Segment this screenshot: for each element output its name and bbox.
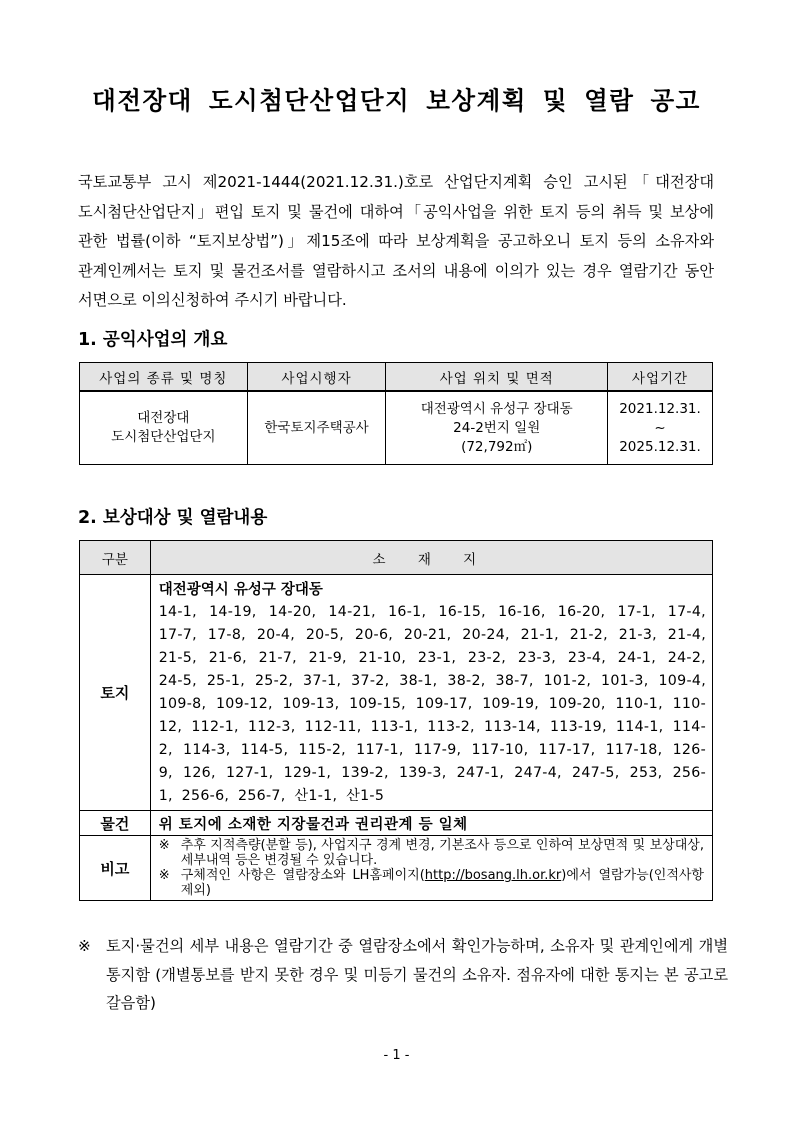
goods-row <box>80 811 713 836</box>
reference-mark-icon: ※ <box>78 937 91 955</box>
remark-text: 추후 지적측량(분할 등), 사업지구 경계 변경, 기본조사 등으로 인하여 보상면적 및 보상대상, 세부내역 등은 변경될 수 있습니다. <box>180 838 704 868</box>
remarks-label: 비고 <box>80 836 151 901</box>
header-category: 구분 <box>80 541 151 575</box>
goods-text: 위 토지에 소재한 지장물건과 권리관계 등 일체 <box>150 811 712 836</box>
footnote-text: 토지·물건의 세부 내용은 열람기간 중 열람장소에서 확인가능하며, 소유자 및 관계인에게 개별통지함 (개별통보를 받지 못한 경우 및 미등기 물건의 소유자. 점유자에 대한 통지는 본 공고로 갈음함) <box>106 937 728 1012</box>
table-header-row <box>80 541 713 575</box>
land-label: 토지 <box>80 575 151 811</box>
page-title: 대전장대 도시첨단산업단지 보상계획 및 열람 공고 <box>92 86 701 115</box>
area-value: (72,792㎡) <box>461 438 533 455</box>
project-name-line-2: 도시첨단산업단지 <box>111 429 216 445</box>
location-line-1: 대전광역시 유성구 장대동 <box>420 400 573 417</box>
period-cell <box>608 391 713 465</box>
reference-mark-icon: ※ <box>158 868 170 883</box>
remark-text-before: 구체적인 사항은 열람장소와 LH홈페이지( <box>180 868 425 883</box>
land-row <box>80 575 713 811</box>
period-start: 2021.12.31. <box>619 400 701 417</box>
lh-website-link[interactable]: http://bosang.lh.or.kr <box>424 868 562 883</box>
location-cell <box>386 391 608 465</box>
remarks-cell <box>150 836 712 901</box>
land-lot-list: 14-1, 14-19, 14-20, 14-21, 16-1, 16-15, 16-16, 16-20, 17-1, 17-4, 17-7, 17-8, 20-4, 20-5, 20-6, 20-21, 20-24, 21-1, 21-2, 21-3, 21-4, 21-5, 21-6, 21-7, 21-9, 21-10, 23-1, 23-2, 23-3, 23-4, 24-1, 24-2, 24-5, 25-1, 25-2, 37-1, 37-2, 38-1, 38-2, 38-7, 101-2, 101-3, 109-4, 109-8, 109-12, 109-13, 109-15, 109-17, 109-19, 109-20, 110-1, 110-12, 112-1, 112-3, 112-11, 113-1, 113-2, 113-14, 113-19, 114-1, 114-2, 114-3, 114-5, 115-2, 117-1, 117-9, 117-10, 117-17, 117-18, 126-9, 126, 127-1, 129-1, 139-2, 139-3, 247-1, 247-4, 247-5, 253, 256-1, 256-6, 256-7, 산1-1, 산1-5 <box>158 604 706 804</box>
section-2-heading: 2. 보상대상 및 열람내용 <box>78 508 268 528</box>
land-cell <box>150 575 712 811</box>
remark-text <box>181 868 704 898</box>
project-name-cell <box>80 391 248 465</box>
project-overview-table <box>79 362 713 465</box>
footnote <box>78 932 728 1018</box>
remark-text-after: )에서 열람가능(인적사항 제외) <box>180 868 704 898</box>
goods-label: 물건 <box>80 811 151 836</box>
header-operator: 사업시행자 <box>247 363 386 392</box>
intro-paragraph: 국토교통부 고시 제2021-1444(2021.12.31.)호로 산업단지계획 승인 고시된「대전장대 도시첨단산업단지」편입 토지 및 물건에 대하여「공익사업을 위한 토지 등의 취득 및 보상에 관한 법률(이하 “토지보상법”)」제15조에 따라 보상계획을 공고하오니 토지 등의 소유자와 관계인께서는 토지 및 물건조서를 열람하시고 조서의 내용에 이의가 있는 경우 열람기간 동안 서면으로 이의신청하여 주시기 바랍니다. <box>78 173 714 309</box>
compensation-table <box>79 540 713 901</box>
land-address: 대전광역시 유성구 장대동 <box>158 582 323 598</box>
header-project-name: 사업의 종류 및 명칭 <box>80 363 248 392</box>
project-name-line-1: 대전장대 <box>137 410 190 426</box>
header-location: 사업 위치 및 면적 <box>386 363 608 392</box>
location-line-2: 24-2번지 일원 <box>453 419 541 436</box>
header-period: 사업기간 <box>608 363 713 392</box>
table-header-row <box>80 363 713 392</box>
section-1-heading: 1. 공익사업의 개요 <box>78 330 228 350</box>
period-separator: ~ <box>654 419 666 436</box>
period-end: 2025.12.31. <box>619 438 701 455</box>
remarks-row <box>80 836 713 901</box>
remark-item <box>159 838 704 868</box>
header-location: 소 재 지 <box>150 541 712 575</box>
operator-cell: 한국토지주택공사 <box>247 391 386 465</box>
remark-item <box>159 868 704 898</box>
page-number: - 1 - <box>383 1048 410 1063</box>
table-row <box>80 391 713 465</box>
reference-mark-icon: ※ <box>158 838 170 853</box>
